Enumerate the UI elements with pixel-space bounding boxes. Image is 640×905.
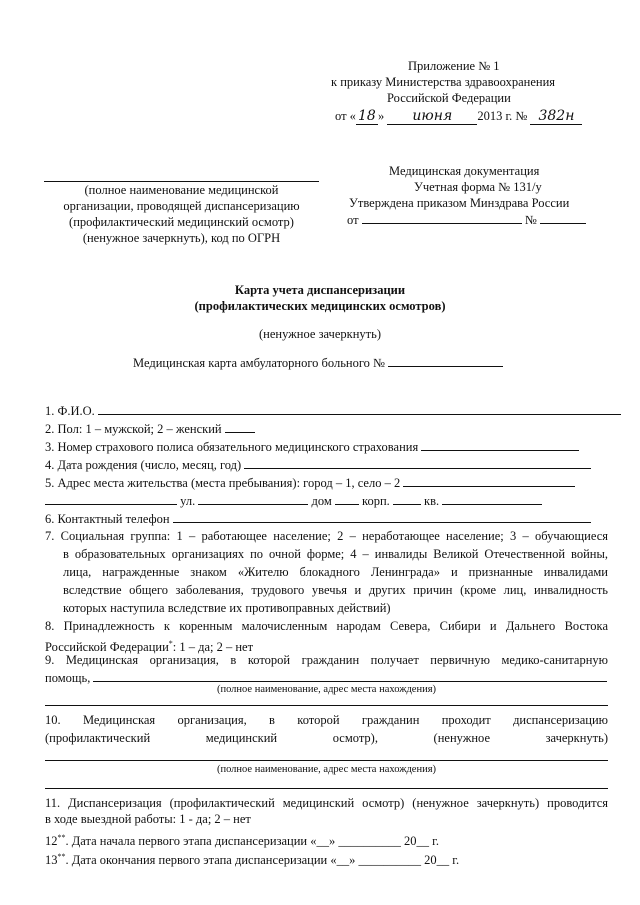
corp-label: корп. <box>362 494 390 508</box>
handwritten-month: июня <box>387 109 477 125</box>
doc-line3: Утверждена приказом Минздрава России <box>349 196 570 210</box>
field-12-text: . Дата начала первого этапа диспансеризации «__» __________ 20__ г. <box>65 834 439 849</box>
field-10-caption: (полное наименование, адрес места нахождения) <box>216 764 437 775</box>
separator-1 <box>45 705 608 706</box>
title-note: (ненужное зачеркнуть) <box>259 327 381 341</box>
street-blank[interactable] <box>198 493 308 505</box>
phone-blank[interactable] <box>173 511 591 523</box>
field-1-label: 1. Ф.И.О. <box>45 404 95 418</box>
field-3 <box>45 439 579 455</box>
field-5-label: 5. Адрес места жительства (места пребывания): город – 1, село – 2 <box>45 476 401 490</box>
field-12 <box>45 830 439 849</box>
house-blank[interactable] <box>335 493 359 505</box>
field-4-label: 4. Дата рождения (число, месяц, год) <box>45 458 242 472</box>
field-1 <box>45 403 621 419</box>
birthdate-blank[interactable] <box>244 457 591 469</box>
field-2-label: 2. Пол: 1 – мужской; 2 – женский <box>45 422 222 436</box>
corp-blank[interactable] <box>393 493 421 505</box>
card-label: Медицинская карта амбулаторного больного № <box>133 356 385 370</box>
field-12-footnote: ** <box>57 833 66 842</box>
field-8-line1: 8. Принадлежность к коренным малочисленным народам Севера, Сибири и Дальнего Востока <box>45 619 608 633</box>
field-5-address <box>45 493 542 509</box>
fio-blank[interactable] <box>98 403 621 415</box>
doc-num: № <box>524 213 537 227</box>
field-13-text: . Дата окончания первого этапа диспансеризации «__» __________ 20__ г. <box>65 853 460 868</box>
doc-date-blank[interactable] <box>362 212 522 224</box>
field-5 <box>45 475 575 491</box>
doc-line2: Учетная форма № 131/у <box>414 180 542 194</box>
card-number-line <box>133 355 503 371</box>
field-4 <box>45 457 591 473</box>
appendix-line3: Российской Федерации <box>387 91 511 105</box>
separator-2 <box>45 788 608 789</box>
field-8-footnote: * <box>168 639 173 648</box>
title-line2: (профилактических медицинских осмотров) <box>194 299 446 313</box>
field-7-line5: которых наступила вследствие их противоправных действий) <box>63 601 391 615</box>
field-11-line2: в ходе выездной работы: 1 - да; 2 – нет <box>45 812 251 826</box>
house-label: дом <box>311 494 332 508</box>
doc-from: от <box>347 213 359 227</box>
card-number-blank[interactable] <box>388 355 503 367</box>
org-name-line <box>44 181 319 182</box>
apt-blank[interactable] <box>442 493 542 505</box>
field-7-line2: в образовательных организациях по очной форме; 4 – инвалиды Великой Отечественной войны, <box>63 547 608 561</box>
exam-org-blank[interactable] <box>45 760 608 761</box>
field-13 <box>45 849 459 868</box>
appendix-date-line <box>335 109 582 125</box>
primary-care-org-blank[interactable] <box>93 670 607 682</box>
field-6 <box>45 511 591 527</box>
field-13-footnote: ** <box>57 852 66 861</box>
field-7-line1: 7. Социальная группа: 1 – работающее население; 2 – неработающее население; 3 – обучающиеся <box>45 529 608 543</box>
appendix-line2: к приказу Министерства здравоохранения <box>331 75 556 89</box>
handwritten-number: 382н <box>530 109 582 125</box>
field-11-line1: 11. Диспансеризация (профилактический медицинский осмотр) (ненужное зачеркнуть) проводится <box>45 796 608 810</box>
field-12-number: 12 <box>45 834 58 849</box>
appendix-line1: Приложение № 1 <box>408 59 500 73</box>
date-year: 2013 г. № <box>477 109 528 123</box>
handwritten-day: 18 <box>356 109 378 125</box>
field-10-line2: (профилактический медицинский осмотр), (ненужное зачеркнуть) <box>45 731 608 745</box>
address-city-blank[interactable] <box>403 475 575 487</box>
field-7-line3: лица, награжденные знаком «Жителю блокадного Ленинграда» и признанные инвалидами <box>63 565 608 579</box>
doc-line1: Медицинская документация <box>389 164 540 178</box>
title-line1: Карта учета диспансеризации <box>234 283 406 297</box>
field-13-number: 13 <box>45 853 58 868</box>
org-line1: (полное наименование медицинской <box>84 183 279 197</box>
doc-number-blank[interactable] <box>540 212 586 224</box>
field-9-caption: (полное наименование, адрес места нахождения) <box>216 684 437 695</box>
field-7-line4: вследствие общего заболевания, трудового увечья и других причин (кроме лиц, инвалидность <box>63 583 608 597</box>
date-prefix: от « <box>335 109 356 123</box>
field-8-label: Российской Федерации <box>45 640 169 655</box>
field-2 <box>45 421 255 437</box>
sex-blank[interactable] <box>225 421 255 433</box>
field-10-line1: 10. Медицинская организация, в которой гражданин проходит диспансеризацию <box>45 713 608 727</box>
field-3-label: 3. Номер страхового полиса обязательного медицинского страхования <box>45 440 419 454</box>
address-region-blank[interactable] <box>45 493 177 505</box>
field-6-label: 6. Контактный телефон <box>45 512 170 526</box>
street-label: ул. <box>180 494 196 508</box>
org-line2: организации, проводящей диспансеризацию <box>63 199 300 213</box>
doc-approval-line <box>347 212 586 228</box>
field-9-line1: 9. Медицинская организация, в которой гражданин получает первичную медико-санитарную <box>45 653 608 667</box>
field-8-options: : 1 – да; 2 – нет <box>172 640 254 655</box>
org-line3: (профилактический медицинский осмотр) <box>69 215 294 229</box>
field-9-label: помощь, <box>45 671 91 685</box>
date-mid: » <box>377 109 385 123</box>
policy-blank[interactable] <box>421 439 579 451</box>
org-line4: (ненужное зачеркнуть), код по ОГРН <box>82 231 281 245</box>
apt-label: кв. <box>424 494 440 508</box>
